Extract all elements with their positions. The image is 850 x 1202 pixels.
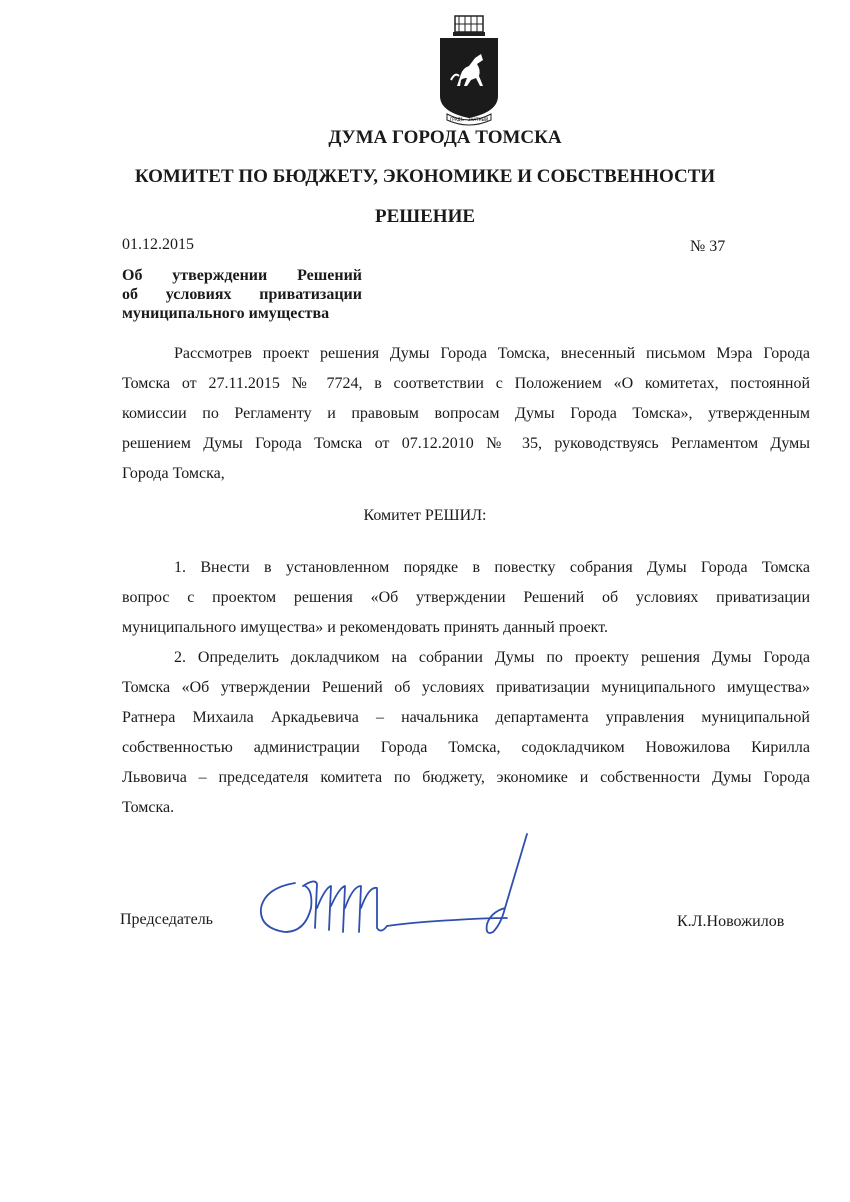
item-line: Томска.	[122, 799, 175, 816]
subject-line: об условиях приватизации	[122, 286, 362, 303]
svg-text:ГРАДЪ - ЗНАТНЫЙ: ГРАДЪ - ЗНАТНЫЙ	[449, 117, 489, 122]
preamble-line: комиссии по Регламенту и правовым вопросам Думы Города Томска», утвержденным	[122, 405, 810, 422]
handwritten-signature	[255, 828, 545, 943]
coat-of-arms-emblem	[437, 14, 501, 126]
subject-line: Об утверждении Решений	[122, 267, 362, 284]
document-number: № 37	[690, 238, 726, 255]
decision-item-1	[122, 553, 810, 643]
signatory-title: Председатель	[120, 911, 213, 928]
decision-heading: Комитет РЕШИЛ:	[363, 507, 487, 524]
document-subject	[122, 266, 362, 323]
document-type: РЕШЕНИЕ	[374, 206, 476, 227]
item-line: Львовича – председателя комитета по бюджету, экономике и собственности Думы Города	[122, 769, 810, 786]
item-line: собственностью администрации Города Томска, содокладчиком Новожилова Кирилла	[122, 739, 810, 756]
committee-title: КОМИТЕТ ПО БЮДЖЕТУ, ЭКОНОМИКЕ И СОБСТВЕННОСТИ	[134, 166, 716, 187]
document-date: 01.12.2015	[122, 236, 194, 253]
preamble-line: Города Томска,	[122, 465, 225, 482]
decision-item-2	[122, 643, 810, 823]
preamble-paragraph	[122, 339, 810, 489]
item-line: вопрос с проектом решения «Об утверждении Решений об условиях приватизации	[122, 589, 810, 606]
preamble-line: Томска от 27.11.2015 № 7724, в соответствии с Положением «О комитетах, постоянной	[122, 375, 810, 392]
organization-title: ДУМА ГОРОДА ТОМСКА	[328, 127, 562, 148]
item-line: Ратнера Михаила Аркадьевича – начальника департамента управления муниципальной	[122, 709, 810, 726]
item-line: 2. Определить докладчиком на собрании Думы по проекту решения Думы Города	[174, 649, 810, 666]
preamble-line: Рассмотрев проект решения Думы Города Томска, внесенный письмом Мэра Города	[174, 345, 810, 362]
item-line: муниципального имущества» и рекомендовать принять данный проект.	[122, 619, 609, 636]
item-line: 1. Внести в установленном порядке в повестку собрания Думы Города Томска	[174, 559, 810, 576]
subject-line: муниципального имущества	[122, 305, 330, 322]
item-line: Томска «Об утверждении Решений об условиях приватизации муниципального имущества»	[122, 679, 810, 696]
preamble-line: решением Думы Города Томска от 07.12.2010 № 35, руководствуясь Регламентом Думы	[122, 435, 810, 452]
signatory-name: К.Л.Новожилов	[677, 913, 785, 930]
decision-items	[122, 553, 810, 823]
